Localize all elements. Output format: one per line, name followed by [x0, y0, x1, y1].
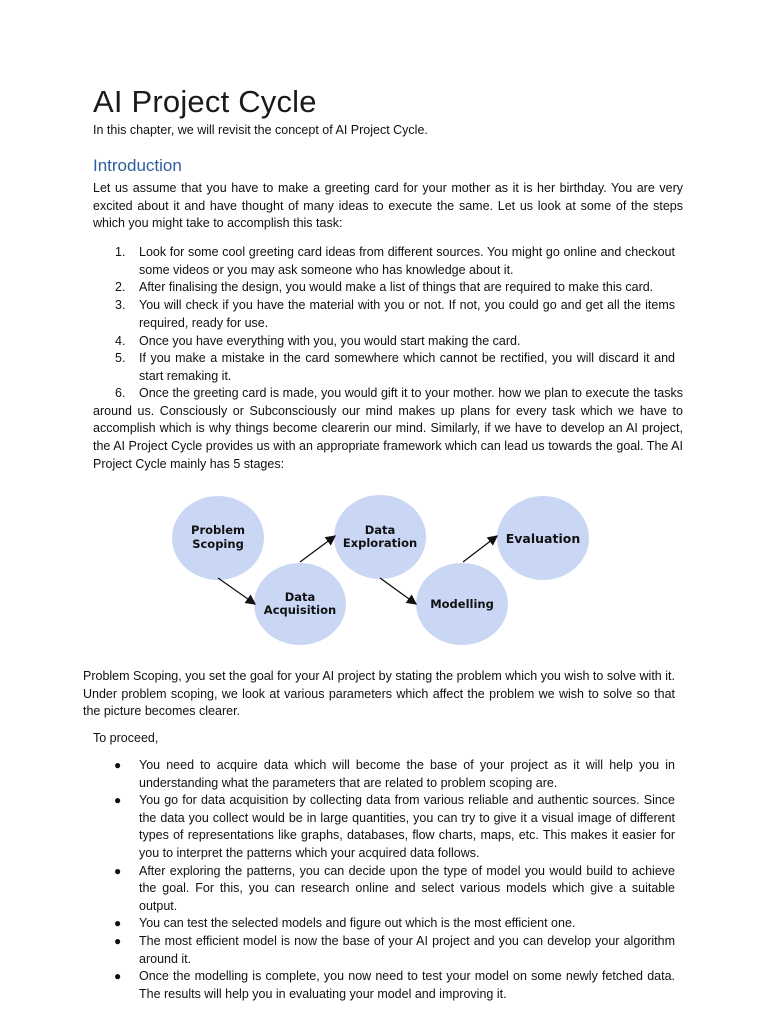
list-item [93, 933, 675, 968]
greeting-card-steps [93, 244, 675, 386]
bullet-text: Once the modelling is complete, you now need to test your model on some newly fetched data. The results will help you in evaluating your model and improving it. [139, 969, 675, 1001]
bullet-text: After exploring the patterns, you can decide upon the type of model you would build to achieve the goal. For this, you can research online and select various models which give a suitable output. [139, 863, 675, 913]
list-item [93, 863, 675, 916]
list-item: 2. After finalising the design, you would make a list of things that are required to make this card. [115, 280, 654, 295]
list-item [93, 757, 675, 792]
bullet-icon: ● [114, 863, 122, 878]
stage-label: Modelling [430, 597, 494, 611]
intro-paragraph: Let us assume that you have to make a greeting card for your mother as it is her birthday. You are very excited about it and have thought of many ideas to execute the same. Let us look at some of the steps which you might take to accomplish this task: [93, 181, 683, 231]
bullet-text: You need to acquire data which will become the base of your project as it will help you in understanding what the parameters that are related to problem scoping are. [139, 758, 675, 790]
stage-label: Problem [191, 523, 245, 537]
ai-project-cycle-diagram [160, 488, 600, 648]
stage-label: Evaluation [505, 531, 581, 546]
arrow-acquisition-to-exploration [300, 536, 335, 562]
step-text: You will check if you have the material with you or not. If not, you could go and get all the items required, ready for use. [139, 298, 675, 330]
step-text: If you make a mistake in the card somewhere which cannot be rectified, you will discard it and start remaking it. [139, 351, 675, 383]
step-six-paragraph [93, 385, 683, 474]
bullet-icon: ● [114, 916, 122, 931]
step-text: Once you have everything with you, you would start making the card. [139, 333, 521, 348]
list-item [93, 968, 675, 1003]
section-heading-introduction: Introduction [93, 156, 182, 175]
step-text: Look for some cool greeting card ideas from different sources. You might go online and checkout some videos or you may ask someone who has knowledge about it. [139, 245, 675, 277]
stage-label: Acquisition [263, 603, 337, 617]
arrow-exploration-to-modelling [380, 578, 416, 604]
bullet-text: The most efficient model is now the base of your AI project and you can develop your algorithm around it. [139, 933, 675, 966]
stage-label: Scoping [192, 537, 244, 551]
list-item [93, 792, 675, 862]
list-item: 4. Once you have everything with you, you would start making the card. [115, 333, 521, 348]
list-item [93, 915, 675, 933]
stage-label: Exploration [342, 536, 418, 550]
arrow-scoping-to-acquisition [218, 578, 255, 604]
stage-label: Data [364, 523, 396, 537]
chapter-intro: In this chapter, we will revisit the concept of AI Project Cycle. [93, 123, 428, 137]
list-item: 5. If you make a mistake in the card somewhere which cannot be rectified, you will discard it and start remaking it. [115, 351, 675, 383]
arrow-modelling-to-evaluation [463, 536, 497, 562]
bullet-icon: ● [114, 793, 122, 808]
proceed-label: To proceed, [93, 731, 159, 745]
step-text: After finalising the design, you would make a list of things that are required to make this card. [139, 280, 654, 295]
bullet-text: You go for data acquisition by collecting data from various reliable and authentic sources. Since the data you collect would be in large quantities, you can try to give it a visual image of different types of representations like graphs, databases, flow charts, maps, etc. This makes it easier for you to interpret the patterns which your acquired data follows. [139, 793, 675, 860]
list-item: 1. Look for some cool greeting card ideas from different sources. You might go online and checkout some videos or you may ask someone who has knowledge about it. [115, 245, 675, 277]
step-six-number: 6. [115, 386, 126, 400]
bullet-icon: ● [114, 758, 122, 772]
stage-label: Data [284, 590, 316, 604]
bullet-icon: ● [114, 933, 122, 948]
bullet-icon: ● [114, 969, 122, 984]
bullet-text: You can test the selected models and figure out which is the most efficient one. [139, 916, 576, 931]
list-item: 3. You will check if you have the material with you or not. If not, you could go and get all the items required, ready for use. [115, 298, 675, 330]
step-six-text: Once the greeting card is made, you would gift it to your mother. how we plan to execute the tasks around us. Consciously or Subconsciously our mind makes up plans for every task which we have to accomplish which is why things become clearerin our mind. Similarly, if we have to develop an AI project, the AI Project Cycle provides us with an appropriate framework which can lead us towards the goal. The AI Project Cycle mainly has 5 stages: [93, 386, 683, 471]
proceed-bullet-list [93, 757, 675, 1003]
problem-scoping-paragraph: Problem Scoping, you set the goal for your AI project by stating the problem which you wish to solve with it. Under problem scoping, we look at various parameters which affect the problem we wish to solve so that the picture becomes clearer. [83, 669, 675, 719]
page-title: AI Project Cycle [93, 84, 317, 119]
